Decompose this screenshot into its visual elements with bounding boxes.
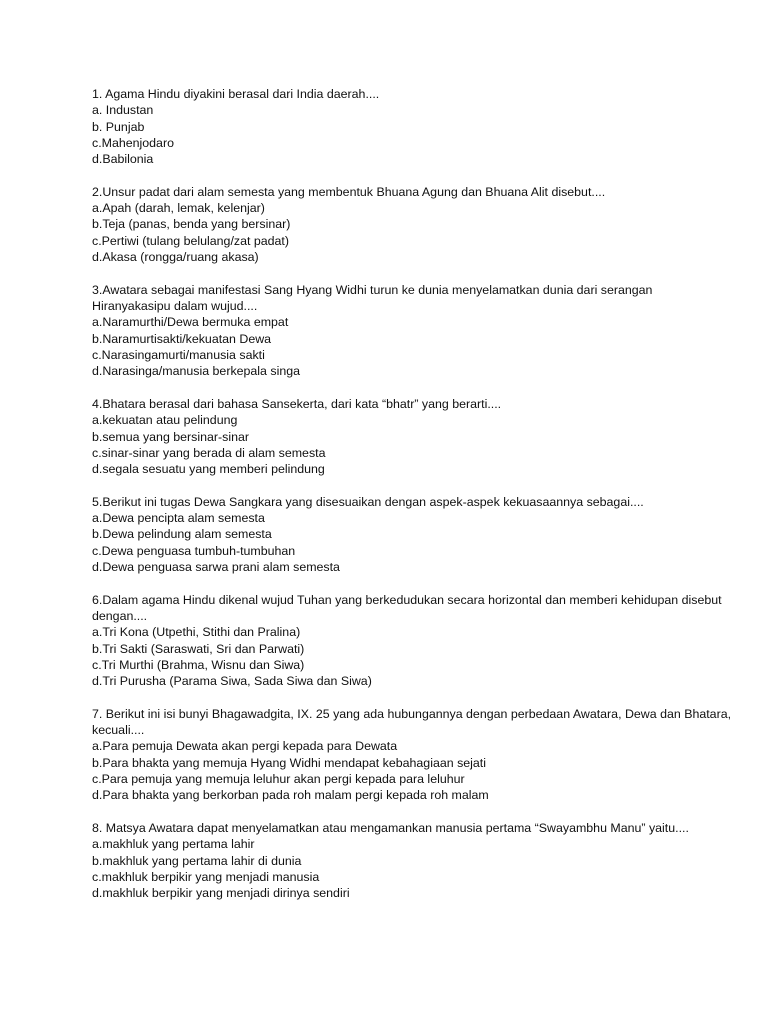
answer-option: d.Tri Purusha (Parama Siwa, Sada Siwa dan Siwa) xyxy=(92,674,372,689)
answer-option: c.Para pemuja yang memuja leluhur akan pergi kepada para leluhur xyxy=(92,772,465,787)
question-8 xyxy=(92,820,732,901)
question-text: 2.Unsur padat dari alam semesta yang membentuk Bhuana Agung dan Bhuana Alit disebut.... xyxy=(92,184,606,199)
answer-option: c.Narasingamurti/manusia sakti xyxy=(92,347,265,362)
question-text: 6.Dalam agama Hindu dikenal wujud Tuhan yang berkedudukan secara horizontal dan memberi kehidupan disebut dengan.... xyxy=(92,592,726,623)
answer-option: b.semua yang bersinar-sinar xyxy=(92,429,250,444)
answer-option: a.Dewa pencipta alam semesta xyxy=(92,511,265,526)
question-2 xyxy=(92,184,732,265)
answer-option: a. Industan xyxy=(92,103,154,118)
answer-option: a.Apah (darah, lemak, kelenjar) xyxy=(92,201,265,216)
answer-option: c.Mahenjodaro xyxy=(92,135,174,150)
answer-option: b.Tri Sakti (Saraswati, Sri dan Parwati) xyxy=(92,641,305,656)
answer-option: b.Dewa pelindung alam semesta xyxy=(92,527,272,542)
answer-option: d.Dewa penguasa sarwa prani alam semesta xyxy=(92,559,340,574)
question-3 xyxy=(92,282,732,380)
answer-option: a.Para pemuja Dewata akan pergi kepada para Dewata xyxy=(92,739,398,754)
answer-option: a.kekuatan atau pelindung xyxy=(92,413,238,428)
question-5 xyxy=(92,494,732,575)
question-text: 5.Berikut ini tugas Dewa Sangkara yang disesuaikan dengan aspek-aspek kekuasaannya sebagai.... xyxy=(92,494,644,509)
answer-option: b.Para bhakta yang memuja Hyang Widhi mendapat kebahagiaan sejati xyxy=(92,755,486,770)
question-text: 8. Matsya Awatara dapat menyelamatkan atau mengamankan manusia pertama “Swayambhu Manu” yaitu.... xyxy=(92,821,689,836)
answer-option: d.Babilonia xyxy=(92,152,154,167)
question-text: 4.Bhatara berasal dari bahasa Sansekerta, dari kata “bhatr” yang berarti.... xyxy=(92,396,502,411)
answer-option: c.Tri Murthi (Brahma, Wisnu dan Siwa) xyxy=(92,657,305,672)
answer-option: a.Tri Kona (Utpethi, Stithi dan Pralina) xyxy=(92,625,301,640)
answer-option: c.Pertiwi (tulang belulang/zat padat) xyxy=(92,233,289,248)
question-text: 7. Berikut ini isi bunyi Bhagawadgita, IX. 25 yang ada hubungannya dengan perbedaan Awatara, Dewa dan Bhatara, kecuali.... xyxy=(92,706,735,738)
answer-option: d.makhluk berpikir yang menjadi dirinya sendiri xyxy=(92,886,350,901)
answer-option: b.Teja (panas, benda yang bersinar) xyxy=(92,217,291,232)
answer-option: b. Punjab xyxy=(92,119,145,134)
question-text: 3.Awatara sebagai manifestasi Sang Hyang Widhi turun ke dunia menyelamatkan dunia dari serangan Hiranyakasipu dalam wujud.... xyxy=(92,282,656,314)
answer-option: b.makhluk yang pertama lahir di dunia xyxy=(92,853,302,868)
answer-option: b.Naramurtisakti/kekuatan Dewa xyxy=(92,331,272,346)
question-4 xyxy=(92,396,732,477)
answer-option: d.Akasa (rongga/ruang akasa) xyxy=(92,250,259,265)
question-6 xyxy=(92,592,732,690)
answer-option: d.Narasinga/manusia berkepala singa xyxy=(92,364,301,379)
answer-option: c.makhluk berpikir yang menjadi manusia xyxy=(92,869,320,884)
answer-option: d.segala sesuatu yang memberi pelindung xyxy=(92,462,325,477)
question-text: 1. Agama Hindu diyakini berasal dari India daerah.... xyxy=(92,87,380,101)
answer-option: d.Para bhakta yang berkorban pada roh malam pergi kepada roh malam xyxy=(92,788,489,803)
question-1 xyxy=(92,86,732,167)
exam-document xyxy=(92,86,735,918)
answer-option: a.Naramurthi/Dewa bermuka empat xyxy=(92,315,289,330)
answer-option: c.sinar-sinar yang berada di alam semesta xyxy=(92,445,326,460)
answer-option: c.Dewa penguasa tumbuh-tumbuhan xyxy=(92,543,296,558)
question-7 xyxy=(92,706,735,804)
answer-option: a.makhluk yang pertama lahir xyxy=(92,837,255,852)
